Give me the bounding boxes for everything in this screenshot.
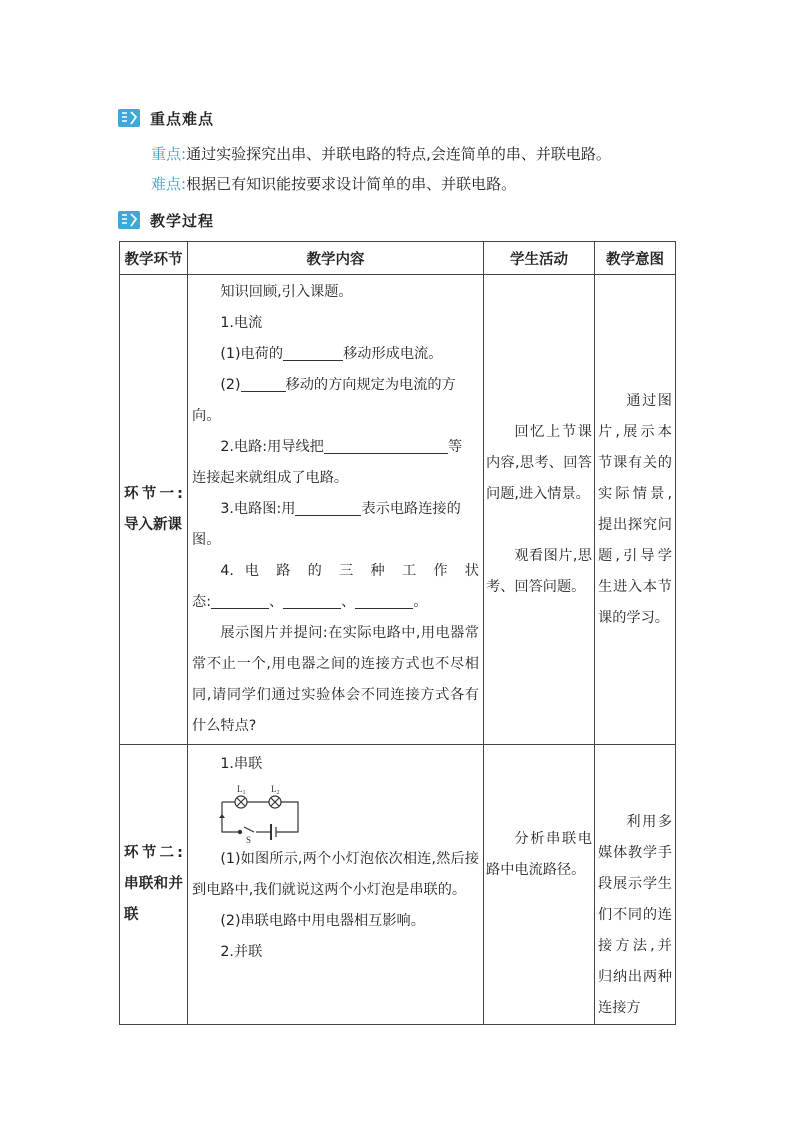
fill-blank: [283, 344, 343, 361]
difficult-point-line: [151, 173, 516, 195]
content-text: 。: [413, 594, 428, 610]
stage-cell: [120, 275, 188, 745]
intent-cell: [595, 275, 676, 745]
activity-text: 回忆上节课内容,思考、回答问题,进入情景。: [486, 423, 592, 502]
header-intent: 教学意图: [595, 242, 676, 275]
lamp1-subscript: 1: [242, 790, 246, 796]
content-text: 、: [341, 594, 356, 610]
fill-blank: [355, 592, 413, 609]
content-item: 1.电流: [220, 315, 263, 331]
content-text: 3.电路图:用: [220, 501, 296, 517]
section-heading-process: [118, 207, 214, 233]
switch-label: S: [246, 835, 252, 844]
content-item: 4. 电 路 的 三 种 工 作 状: [220, 563, 479, 579]
fill-blank: [324, 437, 448, 454]
lamp1-label: L: [237, 784, 243, 794]
content-cell: [188, 745, 484, 1025]
stage-label: 环节一:导入新课: [124, 485, 183, 533]
content-item: 展示图片并提问:在实际电路中,用电器常常不止一个,用电器之间的连接方式也不尽相同,请同学们通过实验体会不同连接方式各有什么特点?: [192, 625, 479, 734]
content-item: 连接起来就组成了电路。: [192, 470, 349, 486]
fill-blank: [211, 592, 269, 609]
content-item: 2.并联: [220, 944, 263, 960]
table-row: [120, 745, 676, 1025]
content-item: (1)如图所示,两个小灯泡依次相连,然后接到电路中,我们就说这两个小灯泡是串联的。: [192, 851, 479, 898]
activity-cell: [484, 275, 595, 745]
lamp2-subscript: 2: [276, 790, 280, 796]
content-text: 、: [268, 594, 284, 610]
stage-label: 环节二:串联和并联: [124, 845, 183, 923]
activity-cell: [484, 745, 595, 1025]
fill-blank: [241, 375, 286, 392]
header-activity: 学生活动: [484, 242, 595, 275]
content-item: 图。: [192, 532, 221, 548]
content-item: [188, 494, 483, 525]
intent-cell: [595, 745, 676, 1025]
difficult-point-text: 根据已有知识能按要求设计简单的串、并联电路。: [186, 175, 517, 193]
book-icon: [118, 210, 140, 230]
section-title: 重点难点: [150, 109, 215, 128]
section-heading-key-points: [118, 105, 214, 131]
content-item: [188, 432, 483, 463]
table-header-row: [120, 242, 676, 275]
content-text: 2.电路:用导线把: [220, 439, 324, 455]
intent-text: 利用多媒体教学手段展示学生们不同的连接方法,并归纳出两种连接方: [598, 814, 672, 1016]
content-text: 等: [447, 439, 463, 455]
activity-text: 分析串联电路中电流路径。: [486, 830, 592, 878]
svg-text:L2: [271, 784, 280, 796]
content-text: 态:: [192, 594, 211, 610]
svg-text:L1: [237, 784, 246, 796]
content-item: [188, 370, 483, 401]
content-item: [188, 587, 483, 618]
content-item: 向。: [192, 408, 221, 424]
teaching-process-table: [119, 241, 676, 1025]
series-circuit-diagram: [216, 780, 316, 844]
lamp2-label: L: [271, 784, 277, 794]
intent-text: 通过图片,展示本节课有关的实际情景,提出探究问题,引导学生进入本节课的学习。: [598, 392, 672, 626]
content-item: (2)串联电路中用电器相互影响。: [220, 913, 425, 929]
book-icon: [118, 108, 140, 128]
table-row: [120, 275, 676, 745]
content-item: [188, 339, 483, 370]
content-text: 移动形成电流。: [343, 346, 443, 362]
stage-cell: [120, 745, 188, 1025]
content-text: (1)电荷的: [220, 346, 284, 362]
content-text: 移动的方向规定为电流的方: [285, 377, 456, 393]
key-point-line: [151, 143, 611, 165]
header-stage: 教学环节: [120, 242, 188, 275]
content-item: 1.串联: [220, 756, 263, 772]
key-point-text: 通过实验探究出串、并联电路的特点,会连简单的串、并联电路。: [186, 145, 611, 163]
content-text: (2): [220, 377, 241, 393]
section-title: 教学过程: [150, 211, 215, 230]
key-point-tag: 重点:: [151, 145, 187, 163]
fill-blank: [283, 592, 341, 609]
content-cell: [188, 275, 484, 745]
fill-blank: [295, 499, 361, 516]
header-content: 教学内容: [188, 242, 484, 275]
content-intro: 知识回顾,引入课题。: [220, 284, 353, 300]
content-text: 表示电路连接的: [361, 501, 461, 517]
activity-text: 观看图片,思考、回答问题。: [486, 547, 592, 595]
difficult-point-tag: 难点:: [151, 175, 187, 193]
